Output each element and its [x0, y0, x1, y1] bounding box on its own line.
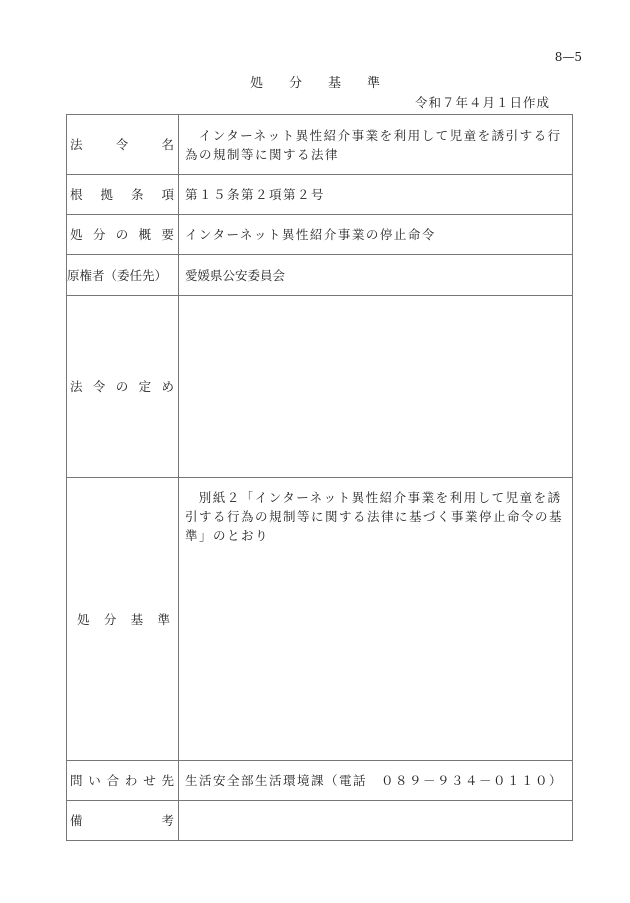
table-row-disposition-summary — [67, 215, 573, 255]
label-law-name: 法令名 — [67, 115, 179, 175]
table-row-remarks — [67, 801, 573, 841]
document-title: 処分基準 — [249, 76, 406, 91]
table-row-law-name — [67, 115, 573, 175]
created-date: 令和７年４月１日作成 — [414, 95, 550, 110]
value-disposition-summary: インターネット異性紹介事業の停止命令 — [179, 215, 573, 255]
table-row-contact — [67, 761, 573, 801]
label-contact: 問い合わせ先 — [67, 761, 179, 801]
value-legal-provisions — [179, 296, 573, 478]
value-contact: 生活安全部生活環境課（電話 ０８９－９３４－０１１０） — [179, 761, 573, 801]
value-law-name: インターネット異性紹介事業を利用して児童を誘引する行為の規制等に関する法律 — [179, 115, 573, 175]
label-legal-provisions: 法令の定め — [67, 296, 179, 478]
value-legal-basis: 第１５条第２項第２号 — [179, 175, 573, 215]
value-remarks — [179, 801, 573, 841]
label-authority: 原権者（委任先） — [67, 255, 179, 296]
value-authority: 愛媛県公安委員会 — [179, 255, 573, 296]
label-disposition-standard: 処分基準 — [67, 478, 179, 761]
table-row-legal-basis — [67, 175, 573, 215]
label-legal-basis: 根拠条項 — [67, 175, 179, 215]
table-row-disposition-standard — [67, 478, 573, 761]
disposition-standard-table — [66, 114, 573, 841]
value-disposition-standard: 別紙２「インターネット異性紹介事業を利用して児童を誘引する行為の規制等に関する法律に基づく事業停止命令の基準」のとおり — [179, 478, 573, 761]
label-remarks: 備考 — [67, 801, 179, 841]
table-row-authority — [67, 255, 573, 296]
table-row-legal-provisions — [67, 296, 573, 478]
label-disposition-summary: 処分の概要 — [67, 215, 179, 255]
page-number: 8—5 — [554, 50, 582, 64]
